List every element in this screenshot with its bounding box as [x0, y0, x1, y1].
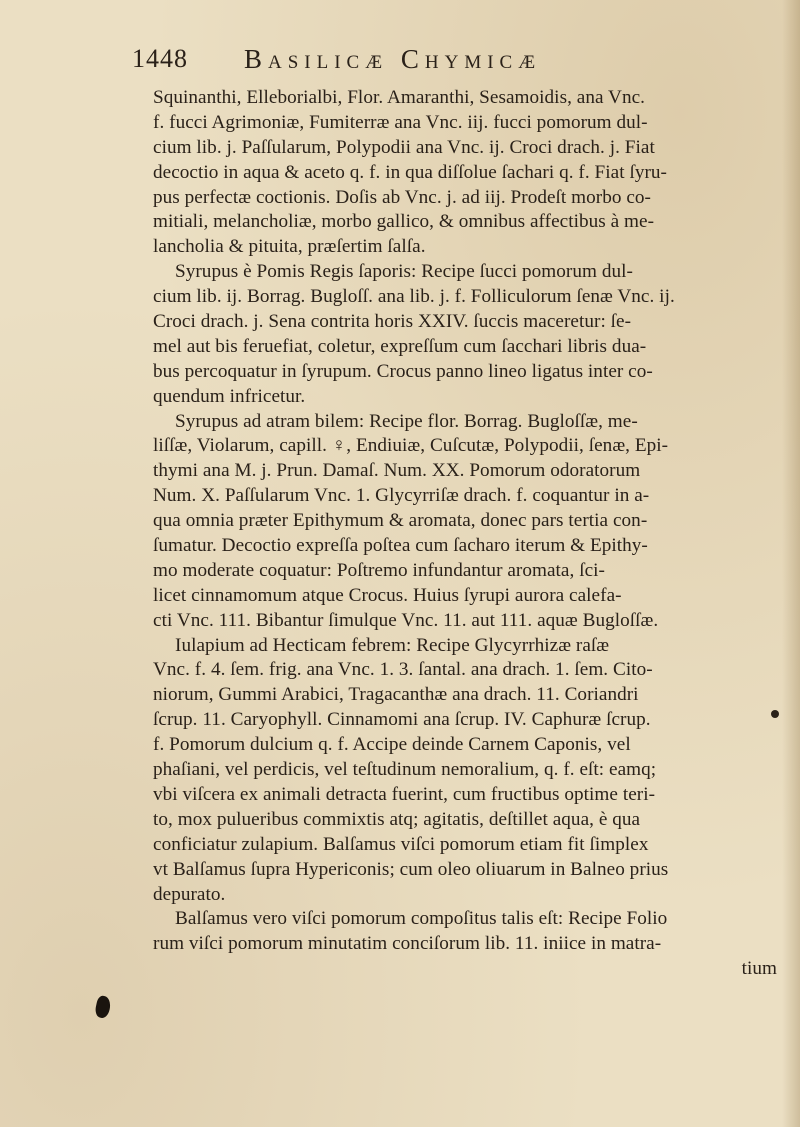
- text-line: cium lib. j. Paſſularum, Polypodii ana Vnc. ij. Croci drach. j. Fiat: [153, 136, 655, 158]
- running-title: Basilicæ Chymicæ: [244, 44, 542, 74]
- text-line: Croci drach. j. Sena contrita horis XXIV. ſuccis maceretur: ſe-: [153, 311, 632, 333]
- text-line: depurato.: [153, 883, 226, 905]
- page-number: 1448: [132, 44, 188, 73]
- text-line: cium lib. ij. Borrag. Bugloſſ. ana lib. j. f. Folliculorum ſenæ Vnc. ij.: [153, 286, 675, 308]
- text-line: Iulapium ad Hecticam febrem: Recipe Glycyrrhizæ raſæ: [175, 634, 610, 656]
- catchword: tium: [741, 958, 777, 980]
- ink-blot: [94, 995, 112, 1019]
- body-text: [153, 86, 785, 982]
- text-line: decoctio in aqua & aceto q. f. in qua diſſolue ſachari q. f. Fiat ſyru-: [153, 161, 667, 183]
- text-line: lancholia & pituita, præſertim ſalſa.: [153, 236, 426, 258]
- text-line: Balſamus vero viſci pomorum compoſitus talis eſt: Recipe Folio: [175, 908, 668, 930]
- text-line: to, mox pulueribus commixtis atq; agitatis, deſtillet aqua, è qua: [153, 808, 641, 830]
- text-line: Num. X. Paſſularum Vnc. 1. Glycyrriſæ drach. f. coquantur in a-: [153, 485, 650, 507]
- text-line: cti Vnc. 111. Bibantur ſimulque Vnc. 11. aut 111. aquæ Bugloſſæ.: [153, 609, 659, 631]
- text-line: Squinanthi, Elleborialbi, Flor. Amaranthi, Sesamoidis, ana Vnc.: [153, 87, 646, 108]
- text-line: ſumatur. Decoctio expreſſa poſtea cum ſacharo iterum & Epithy-: [153, 535, 648, 557]
- text-line: Vnc. f. 4. ſem. frig. ana Vnc. 1. 3. ſantal. ana drach. 1. ſem. Cito-: [153, 659, 653, 681]
- text-line: qua omnia præter Epithymum & aromata, donec pars tertia con-: [153, 510, 648, 532]
- text-line: licet cinnamomum atque Crocus. Huius ſyrupi aurora calefa-: [153, 584, 622, 606]
- text-line: liſſæ, Violarum, capill. ♀, Endiuiæ, Cuſcutæ, Polypodii, ſenæ, Epi-: [153, 435, 669, 457]
- text-line: rum viſci pomorum minutatim conciſorum lib. 11. iniice in matra-: [153, 933, 662, 955]
- text-line: f. fucci Agrimoniæ, Fumiterræ ana Vnc. iij. fucci pomorum dul-: [153, 111, 648, 133]
- text-line: vbi viſcera ex animali detracta fuerint, cum fructibus optime teri-: [153, 783, 656, 805]
- text-line: mitiali, melancholiæ, morbo gallico, & omnibus affectibus à me-: [153, 211, 655, 233]
- text-line: f. Pomorum dulcium q. f. Accipe deinde Carnem Caponis, vel: [153, 734, 631, 756]
- text-line: pus perfectæ coctionis. Doſis ab Vnc. j. ad iij. Prodeſt morbo co-: [153, 186, 651, 208]
- text-line: vt Balſamus ſupra Hypericonis; cum oleo oliuarum in Balneo prius: [153, 858, 669, 880]
- text-line: phaſiani, vel perdicis, vel teſtudinum nemoralium, q. f. eſt: eamq;: [153, 759, 657, 781]
- text-line: bus percoquatur in ſyrupum. Crocus panno lineo ligatus inter co-: [153, 360, 653, 382]
- page-header: [132, 44, 732, 78]
- text-line: ſcrup. 11. Caryophyll. Cinnamomi ana ſcrup. IV. Caphuræ ſcrup.: [153, 709, 651, 731]
- text-line: thymi ana M. j. Prun. Damaſ. Num. XX. Pomorum odoratorum: [153, 460, 641, 482]
- text-line: Syrupus è Pomis Regis ſaporis: Recipe ſucci pomorum dul-: [175, 261, 633, 283]
- text-line: niorum, Gummi Arabici, Tragacanthæ ana drach. 11. Coriandri: [153, 684, 639, 706]
- text-line: quendum infricetur.: [153, 385, 306, 407]
- text-line: mel aut bis feruefiat, coletur, expreſſum cum ſacchari libris dua-: [153, 335, 647, 357]
- text-line: mo moderate coquatur: Poſtremo infundantur aromata, ſci-: [153, 559, 605, 581]
- text-line: conficiatur zulapium. Balſamus viſci pomorum etiam fit ſimplex: [153, 833, 649, 855]
- margin-dot: [771, 710, 779, 718]
- text-line: Syrupus ad atram bilem: Recipe flor. Borrag. Bugloſſæ, me-: [175, 410, 638, 432]
